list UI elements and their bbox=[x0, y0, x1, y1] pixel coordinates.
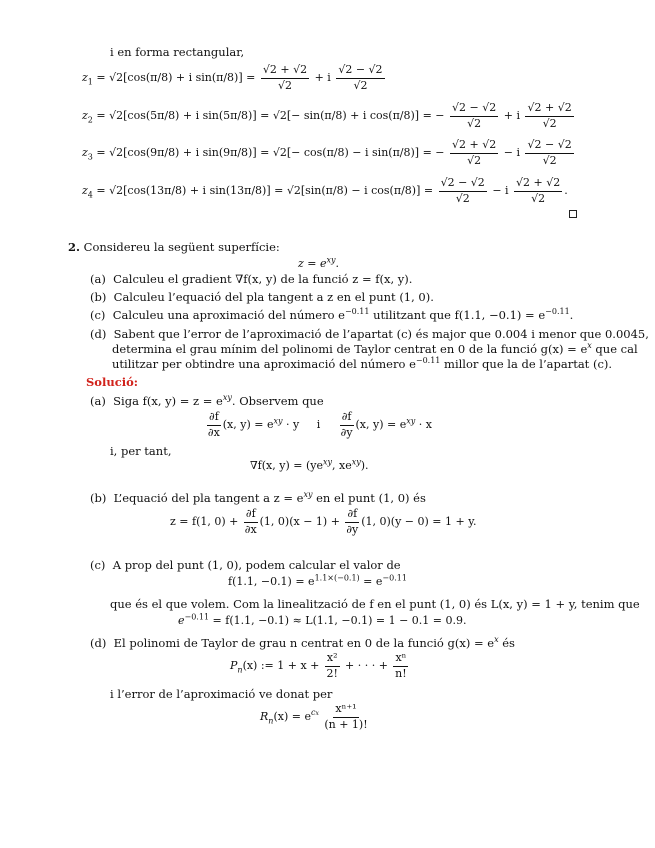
z4-subscript: 4 bbox=[87, 190, 93, 200]
z1-real-fraction: $\frac{√2 + √2}{√2}$ bbox=[262, 63, 308, 92]
z4-real-fraction: $\frac{√2 - √2}{√2}$ bbox=[440, 176, 485, 205]
z4-imag-fraction: $\frac{√2 + √2}{√2}$ bbox=[516, 176, 561, 205]
solution-b-label: (b) bbox=[90, 491, 107, 505]
z2-polar: √2[cos(5π/8) + i sin(5π/8)] = √2[− sin(π/8) + i cos(π/8)] = − bbox=[109, 109, 445, 123]
dfdy-fraction: $\frac{\partial f}{\partial y}$ bbox=[340, 410, 353, 439]
root-z2: $z_2 = √2[\cos(5\pi/8) + i$ sin(5π/8)] = √2[− sin(π/8) + i cos(π/8)] = − $\frac{√2 - √2}{√2}$ + i $\frac{√2 + √2}{√2}$ bbox=[82, 101, 572, 130]
item-d-label: (d) bbox=[90, 327, 107, 341]
z2-symbol: z bbox=[82, 109, 88, 123]
intro-line: i en forma rectangular, bbox=[110, 45, 245, 59]
surface-equation: $z = e^{xy}$. bbox=[298, 255, 340, 270]
item-a bbox=[90, 272, 412, 286]
solution-d-label: (d) bbox=[90, 636, 107, 650]
z3-polar: √2[cos(9π/8) + i sin(9π/8)] = √2[− cos(π/8) − i sin(π/8)] = − bbox=[109, 146, 445, 160]
problem-statement bbox=[68, 240, 280, 254]
z2-subscript: 2 bbox=[87, 115, 93, 125]
solution-heading: Solució: bbox=[86, 375, 138, 389]
item-d bbox=[90, 327, 649, 341]
tangent-plane-equation: z = f(1, 0) + $\frac{\partial f}{\partial x}$ (1, 0)(x − 1) + $\frac{\partial f}{\partial y}$ (1, 0)(y − 0) = 1 + y. bbox=[170, 507, 477, 536]
item-b-text: Calculeu l’equació del pla tangent a z en el punt (1, 0). bbox=[113, 290, 434, 304]
xn-term-fraction: $\frac{\text{xⁿ}}{n!}$ bbox=[395, 651, 407, 680]
solution-c-equation: f(1.1, $-0.1) = e^{1.1\times(-0.1)} = e^{-0.11}$ bbox=[228, 573, 407, 588]
item-d-line1: Sabent que l’error de l’aproximació de l’apartat (c) és major que 0.004 i menor que 0.0045, bbox=[113, 327, 649, 341]
z3-subscript: 3 bbox=[87, 152, 93, 162]
z3-real-fraction: $\frac{√2 + √2}{√2}$ bbox=[452, 138, 497, 167]
item-b bbox=[90, 290, 434, 304]
z4-imag-sign: − i bbox=[492, 184, 509, 198]
taylor-polynomial: $P_n(x)$ := 1 + x + $\frac{\text{x²}}{2!}$ + · · · + $\frac{\text{xⁿ}}{n!}$ bbox=[230, 651, 407, 680]
item-d-line2: determina el grau mínim del polinomi de Taylor centrat en 0 de la funció $g(x) = e^x$ que cal bbox=[112, 341, 638, 356]
solution-b-intro: (b) L’equació del pla tangent a $z = e^{xy}$ en el punt (1, 0) és bbox=[90, 490, 426, 505]
fx-fraction: $\frac{\partial f}{\partial x}$ bbox=[244, 507, 257, 536]
z4-symbol: z bbox=[82, 184, 88, 198]
gradient-result: ∇f(x, $y) = (ye^{xy}$, $xe^{xy}$). bbox=[250, 457, 369, 472]
z1-imag-sign: + i bbox=[314, 71, 331, 85]
remainder-fraction: $\frac{\text{xⁿ⁺¹}}{(n + 1)!}$ bbox=[324, 702, 368, 731]
root-z3: $z_3 = √2[\cos(9\pi/8) + i$ sin(9π/8)] = √2[− cos(π/8) − i sin(π/8)] = − $\frac{√2 + √2}{√2}$ − i $\frac{√2 - √2}{√2}$ bbox=[82, 138, 572, 167]
z3-symbol: z bbox=[82, 146, 88, 160]
solution-c-line3: $e^{-0.11} = f(1.1$, −0.1) ≈ L(1.1, −0.1) = 1 − 0.1 = 0.9. bbox=[178, 612, 467, 627]
x2-term-fraction: $\frac{\text{x²}}{2!}$ bbox=[326, 651, 338, 680]
item-a-label: (a) bbox=[90, 272, 106, 286]
problem-text: Considereu la següent superfície: bbox=[83, 240, 280, 254]
z4-polar: √2[cos(13π/8) + i sin(13π/8)] = √2[sin(π/8) − i cos(π/8)] = bbox=[109, 184, 434, 198]
item-a-text: Calculeu el gradient ∇f(x, y) de la funció z = f(x, y). bbox=[113, 272, 413, 286]
z3-imag-sign: − i bbox=[503, 146, 520, 160]
solution-c-intro: (c) A prop del punt (1, 0), podem calcular el valor de bbox=[90, 558, 401, 572]
item-c-label: (c) bbox=[90, 308, 106, 322]
item-b-label: (b) bbox=[90, 290, 107, 304]
fy-fraction: $\frac{\partial f}{\partial y}$ bbox=[346, 507, 359, 536]
root-z4: $z_4 = √2[\cos(13\pi/8) + i$ sin(13π/8)] = √2[sin(π/8) − i cos(π/8)] = $\frac{√2 - √2}{√2}$ − i $\frac{√2 + √2}{√2}$ . bbox=[82, 176, 568, 205]
partial-derivatives: $\frac{\partial f}{\partial x}$ (x, $y) = e^{xy} \cdot y$ i $\frac{\partial f}{\partial y}$ (x, $y) = e^{xy} \cdot x$ bbox=[207, 410, 432, 439]
z2-imag-sign: + i bbox=[503, 109, 520, 123]
solution-c-label: (c) bbox=[90, 558, 106, 572]
z3-imag-fraction: $\frac{√2 - √2}{√2}$ bbox=[527, 138, 572, 167]
dfdx-fraction: $\frac{\partial f}{\partial x}$ bbox=[207, 410, 220, 439]
solution-a-label: (a) bbox=[90, 394, 106, 408]
z2-imag-fraction: $\frac{√2 + √2}{√2}$ bbox=[527, 101, 572, 130]
z1-symbol: z bbox=[82, 71, 88, 85]
solution-d-error-intro: i l’error de l’aproximació ve donat per bbox=[110, 687, 333, 701]
qed-square-icon bbox=[569, 210, 577, 218]
item-d-line3: utilitzar per obtindre una aproximació del número $e^{-0.11}$ millor que la de l’apartat (c). bbox=[112, 356, 613, 371]
solution-c-line2: que és el que volem. Com la linealització de f en el punt (1, 0) és L(x, y) = 1 + y, tenim que bbox=[110, 597, 640, 611]
z2-real-fraction: $\frac{√2 - √2}{√2}$ bbox=[452, 101, 497, 130]
z1-imag-fraction: $\frac{√2 - √2}{√2}$ bbox=[338, 63, 383, 92]
z1-polar: √2[cos(π/8) + i sin(π/8)] = bbox=[109, 71, 256, 85]
item-c: (c) Calculeu una aproximació del número $e^{-0.11}$ utilitzant que f(1.1, $-0.1) = e^{-0.11}$. bbox=[90, 307, 574, 322]
solution-a-therefore: i, per tant, bbox=[110, 444, 172, 458]
root-z1: $z_1 = √2[\cos(\pi/8) + i$ sin(π/8)] = $\frac{√2 + √2}{√2}$ + i $\frac{√2 - √2}{√2}$ bbox=[82, 63, 383, 92]
solution-d-intro: (d) El polinomi de Taylor de grau n centrat en 0 de la funció $g(x) = e^x$ és bbox=[90, 635, 515, 650]
problem-number: 2. bbox=[68, 240, 81, 254]
taylor-remainder: $R_n(x) = e^{cx}$ $\frac{\text{xⁿ⁺¹}}{(n + 1)!}$ bbox=[260, 702, 368, 731]
solution-a-intro: (a) Siga f(x, $y) = z = e^{xy}$. Observem que bbox=[90, 393, 324, 408]
z1-subscript: 1 bbox=[87, 77, 93, 87]
